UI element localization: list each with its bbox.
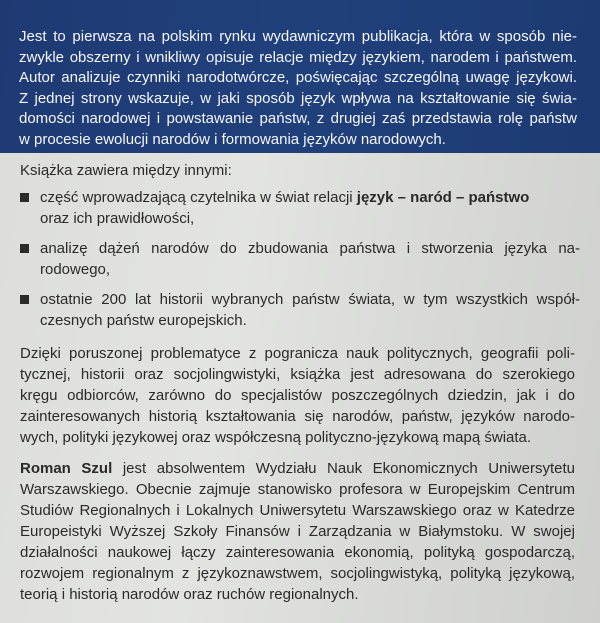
square-bullet-icon [20, 244, 29, 253]
contents-heading-text: Książka zawiera między innymi: [20, 162, 232, 179]
list-item-line [40, 187, 580, 208]
list-item [20, 187, 580, 229]
intro-line: domości narodowej i powstawanie państw, z drugiej zaś przedstawia rolę państw [19, 110, 577, 127]
list-item-line: analizę dążeń narodów do zbudowania państwa i stworzenia języka na- [40, 240, 580, 257]
contents-list [20, 187, 580, 340]
author-bio-line: Studiów Regionalnych i Lokalnych Uniwersytetu Warszawskiego oraz w Katedrze [20, 502, 575, 519]
list-item [20, 238, 580, 280]
author-bio-line: teorią i historią narodów oraz ruchów regionalnych. [20, 586, 359, 603]
author-bio-line: działalności naukowej łączy zainteresowania ekonomią, polityką gospodarczą, [20, 544, 575, 561]
list-item-line: czesnych państw europejskich. [40, 312, 247, 329]
list-item-bold-text: język – naród – państwo [356, 189, 530, 206]
author-bio-line [20, 458, 575, 479]
author-bio-text: jest absolwentem Wydziału Nauk Ekonomicznych Uniwersytetu [112, 460, 575, 477]
author-bio-line: Warszawskiego. Obecnie zajmuje stanowisko profesora w Europejskim Centrum [20, 481, 575, 498]
intro-line: zwykle obszerny i wnikliwy opisuje relacje między językiem, narodem i państwem. [19, 48, 577, 66]
contents-heading [20, 160, 575, 181]
list-item-line: rodowego, [40, 261, 111, 278]
list-item-line: ostatnie 200 lat historii wybranych państw świata, w tym wszystkich współ- [40, 291, 580, 308]
intro-paragraph [19, 27, 577, 150]
audience-line: Dzięki poruszonej problematyce z pogranicza nauk politycznych, geografii poli- [20, 345, 575, 362]
list-item-text: część wprowadzającą czytelnika w świat relacji [40, 189, 357, 206]
author-name: Roman Szul [20, 460, 113, 477]
square-bullet-icon [20, 193, 29, 202]
audience-line: tycznej, historii oraz socjolingwistyki, książka jest adresowana do szerokiego [20, 366, 575, 383]
list-item-line: oraz ich prawidłowości, [40, 210, 195, 227]
blue-banner [0, 0, 600, 153]
list-item [20, 289, 580, 331]
intro-line: Jest to pierwsza na polskim rynku wydawniczym publikacja, która w sposób nie- [19, 28, 577, 45]
author-bio-line: Europeistyki Wyższej Szkoły Finansów i Zarządzania w Białymstoku. W swojej [20, 523, 575, 540]
intro-line: w procesie ewolucji narodów i formowania języków narodowych. [19, 130, 446, 148]
square-bullet-icon [20, 295, 29, 304]
author-bio-line: rozwojem regionalnym z językoznawstwem, socjolingwistyką, polityką językową, [20, 565, 575, 582]
audience-line: zainteresowanych historią kształtowania się narodów, państw, języków narodo- [20, 408, 575, 425]
intro-line: Z jednej strony wskazuje, w jaki sposób język wpływa na kształtowanie się świa- [19, 89, 577, 107]
author-bio-paragraph [20, 458, 575, 605]
audience-line: kręgu odbiorców, zarówno do specjalistów poszczególnych dziedzin, jak i do [20, 387, 575, 404]
intro-line: Autor analizuje czynniki narodotwórcze, poświęcając szczególną uwagę językowi. [19, 69, 577, 86]
audience-paragraph [20, 343, 575, 448]
audience-line: wych, polityki językowej oraz współczesną polityczno-językową mapą świata. [20, 429, 532, 446]
